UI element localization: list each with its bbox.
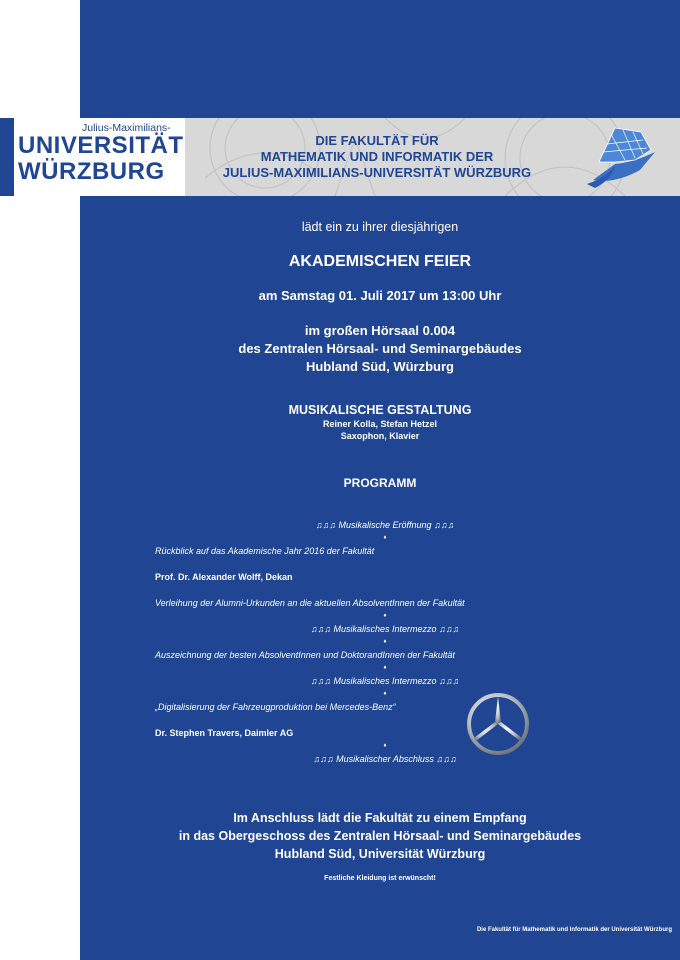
- reception-info: [80, 809, 680, 863]
- faculty-emblem-icon: [585, 122, 665, 190]
- program-row-dot: ♦: [383, 743, 387, 749]
- logo-line-universitaet: UNIVERSITÄT: [18, 132, 184, 159]
- program-row-music: ♫♫♫ Musikalische Eröffnung ♫♫♫: [315, 520, 455, 530]
- program-row-item: Verleihung der Alumni-Urkunden an die aktuellen AbsolventInnen der Fakultät: [155, 598, 465, 608]
- music-performers: Reiner Kolla, Stefan Hetzel: [322, 419, 438, 429]
- reception-line: Im Anschluss lädt die Fakultät zu einem Empfang: [233, 811, 527, 825]
- logo-line-wuerzburg: WÜRZBURG: [18, 158, 165, 185]
- music-instruments: Saxophon, Klavier: [340, 431, 420, 441]
- music-heading: MUSIKALISCHE GESTALTUNG: [288, 403, 472, 417]
- university-logo: [0, 118, 185, 196]
- invite-intro: lädt ein zu ihrer diesjährigen: [301, 220, 459, 234]
- faculty-title-line: JULIUS-MAXIMILIANS-UNIVERSITÄT WÜRZBURG: [222, 165, 532, 180]
- program-row-blank: [155, 558, 605, 571]
- faculty-title-line: MATHEMATIK UND INFORMATIK DER: [260, 149, 494, 164]
- program-list: [155, 519, 605, 766]
- venue-line: Hubland Süd, Würzburg: [305, 359, 455, 374]
- music-details: [80, 418, 680, 442]
- footer-text: Die Fakultät für Mathematik und Informatik der Universität Würzburg: [476, 927, 672, 933]
- program-row-dot: ♦: [383, 639, 387, 645]
- program-row-dot: ♦: [383, 665, 387, 671]
- program-row-speaker: Dr. Stephen Travers, Daimler AG: [155, 728, 294, 738]
- program-row-blank: [155, 584, 605, 597]
- event-date: am Samstag 01. Juli 2017 um 13:00 Uhr: [258, 288, 502, 303]
- logo-accent-bar: [0, 118, 14, 196]
- program-row-music: ♫♫♫ Musikalisches Intermezzo ♫♫♫: [310, 624, 460, 634]
- program-row-blank: [155, 714, 605, 727]
- faculty-title-line: DIE FAKULTÄT FÜR: [315, 133, 439, 148]
- three-pointed-star-icon: [466, 692, 530, 756]
- venue-line: des Zentralen Hörsaal- und Seminargebäudes: [238, 341, 522, 356]
- venue-line: im großen Hörsaal 0.004: [304, 323, 456, 338]
- program-row-speaker: Prof. Dr. Alexander Wolff, Dekan: [155, 572, 293, 582]
- program-row-music: ♫♫♫ Musikalisches Intermezzo ♫♫♫: [310, 676, 460, 686]
- logo-subtitle: Julius-Maximilians-: [82, 122, 171, 134]
- program-row-music: ♫♫♫ Musikalischer Abschluss ♫♫♫: [313, 754, 457, 764]
- reception-line: Hubland Süd, Universität Würzburg: [274, 847, 486, 861]
- program-row-dot: ♦: [383, 535, 387, 541]
- dress-code: Festliche Kleidung ist erwünscht!: [324, 875, 436, 882]
- faculty-title: [190, 133, 564, 181]
- program-row-dot: ♦: [383, 613, 387, 619]
- reception-line: in das Obergeschoss des Zentralen Hörsaal- und Seminargebäudes: [178, 829, 582, 843]
- program-heading: PROGRAMM: [343, 476, 417, 490]
- event-venue: [80, 322, 680, 376]
- event-title: AKADEMISCHEN FEIER: [288, 253, 472, 270]
- program-row-dot: ♦: [383, 691, 387, 697]
- program-row-item: „Digitalisierung der Fahrzeugproduktion bei Mercedes-Benz“: [155, 702, 396, 712]
- program-row-item: Auszeichnung der besten AbsolventInnen und DoktorandInnen der Fakultät: [155, 650, 455, 660]
- program-row-item: Rückblick auf das Akademische Jahr 2016 der Fakultät: [155, 546, 375, 556]
